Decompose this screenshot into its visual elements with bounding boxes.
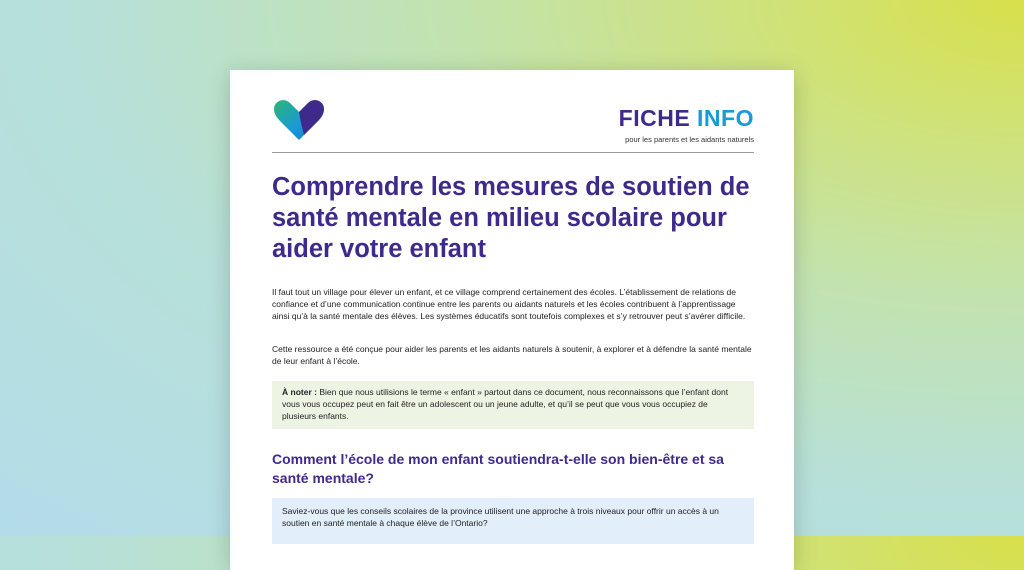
- intro-paragraph: Il faut tout un village pour élever un enfant, et ce village comprend certainement des écoles. L’établissement de relations de confiance et d’une communication continue entre les parents ou aidants naturels et les écoles contribuent à l’apprentissage ainsi qu’à la santé mentale des élèves. Les systèmes éducatifs sont toutefois complexes et s’y retrouver peut s’avérer difficile.: [272, 287, 746, 321]
- note-label: À noter :: [282, 387, 317, 397]
- fiche-word: FICHE: [618, 105, 691, 131]
- fiche-info-title: [619, 106, 754, 130]
- page-title: Comprendre les mesures de soutien de santé mentale en milieu scolaire pour aider votre enfant: [272, 173, 750, 263]
- fiche-subtitle: pour les parents et les aidants naturels: [625, 135, 754, 144]
- info-callout: Saviez-vous que les conseils scolaires de la province utilisent une approche à trois niveaux pour offrir un accès à un soutien en santé mentale à chaque élève de l’Ontario?: [272, 498, 754, 544]
- heart-logo-icon: [272, 97, 326, 143]
- note-text: Bien que nous utilisions le terme « enfant » partout dans ce document, nous reconnaissons que l’enfant dont vous vous occupez peut en fait être un adolescent ou un jeune adulte, et qu’il se peut que vous vous occupiez de plusieurs enfants.: [282, 387, 729, 421]
- purpose-paragraph: Cette ressource a été conçue pour aider les parents et les aidants naturels à soutenir, à explorer et à défendre la santé mentale de leur enfant à l’école.: [272, 344, 752, 366]
- info-word: INFO: [697, 105, 754, 131]
- header-divider: [272, 152, 754, 153]
- document-page: [230, 70, 794, 570]
- note-box: [272, 381, 754, 429]
- section-heading: Comment l’école de mon enfant soutiendra-t-elle son bien-être et sa santé mentale?: [272, 451, 724, 486]
